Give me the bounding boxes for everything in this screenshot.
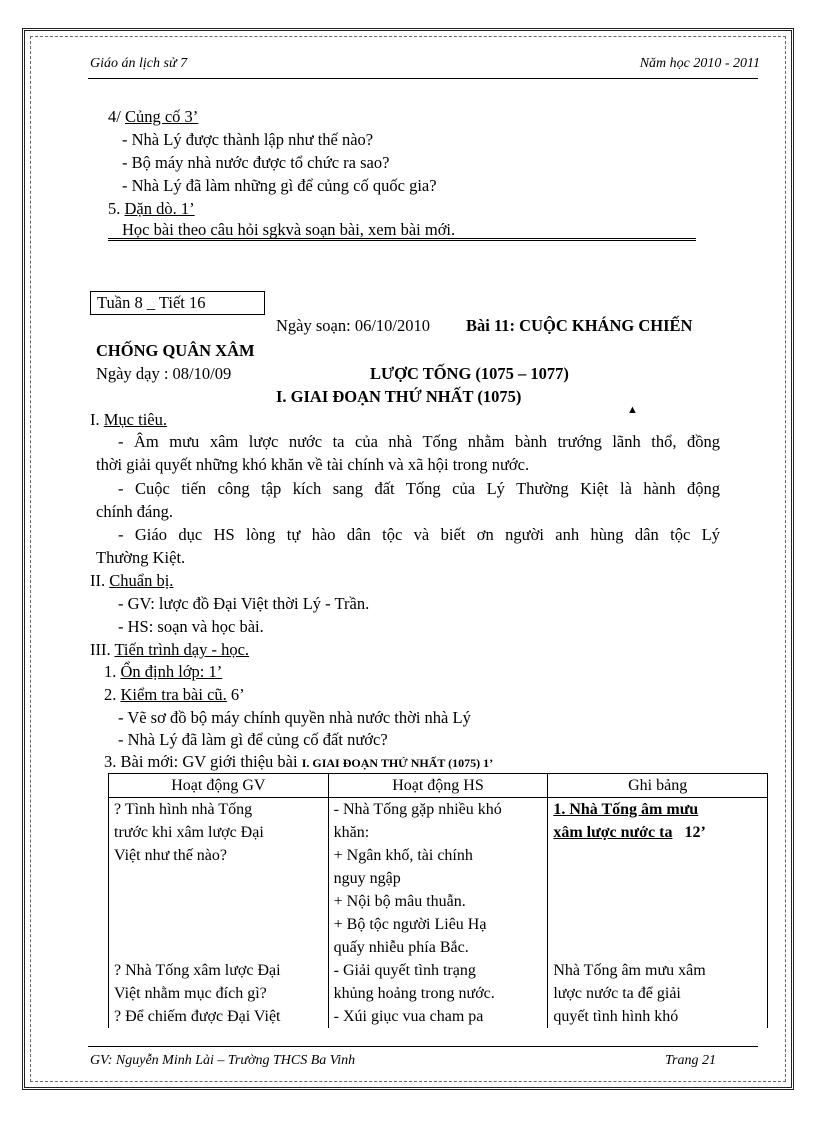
lesson-title-1: Bài 11: CUỘC KHÁNG CHIẾN [466, 316, 693, 335]
week-box: Tuần 8 _ Tiết 16 [90, 291, 265, 315]
footer-divider [88, 1046, 758, 1047]
gv-line: ? Nhà Tống xâm lược Đại [114, 962, 281, 979]
gv-line: Việt nhằm mục đích gì? [114, 985, 267, 1002]
ghi-bang-title-2: xâm lược nước ta [553, 824, 673, 841]
hs-line: nguy ngập [333, 870, 401, 887]
objective-3b: Thường Kiệt. [96, 548, 186, 567]
cungco-item-3: - Nhà Lý đã làm những gì để củng cố quốc gia? [122, 176, 437, 195]
objectives-heading: I. Mục tiêu. [90, 410, 167, 429]
teach-date: Ngày dạy : 08/10/09 [96, 364, 232, 383]
footer-left: GV: Nguyễn Minh Lài – Trường THCS Ba Vinh [90, 1053, 356, 1068]
hs-line: - Nhà Tống gặp nhiều khó [333, 801, 502, 818]
header-hs: Hoạt động HS [328, 774, 548, 798]
hs-line: + Bộ tộc người Liêu Hạ [333, 916, 487, 933]
header-divider [88, 78, 758, 79]
hs-line: khủng hoảng trong nước. [333, 985, 495, 1002]
ghi-bang-line: Nhà Tống âm mưu xâm [553, 962, 706, 979]
cungco-item-2: - Bộ máy nhà nước được tổ chức ra sao? [122, 153, 390, 172]
process-heading: III. Tiến trình dạy - học. [90, 640, 250, 659]
gv-line: ? Tình hình nhà Tống [114, 801, 253, 818]
preparation-heading: II. Chuẩn bị. [90, 571, 174, 590]
hs-line: + Ngân khố, tài chính [333, 847, 473, 864]
gv-cell [109, 798, 329, 1029]
gv-line: trước khi xâm lược Đại [114, 824, 264, 841]
step-3: 3. Bài mới: GV giới thiệu bài I. GIAI ĐOẠN THỨ NHẤT (1075) 1’ [104, 752, 494, 771]
hs-line: - Xúi giục vua cham pa [333, 1008, 484, 1025]
ghi-bang-title-row [553, 821, 762, 844]
lesson-title-3: LƯỢC TỐNG (1075 – 1077) [370, 364, 569, 383]
ghi-bang-line: quyết tình hình khó [553, 1008, 679, 1025]
objective-2a: - Cuộc tiến công tập kích sang đất Tống của Lý Thường Kiệt là hành động [118, 479, 720, 498]
hs-line: quấy nhiễu phía Bắc. [333, 939, 469, 956]
objective-1a: - Âm mưu xâm lược nước ta của nhà Tống nhằm bành trướng lãnh thổ, đồng [118, 432, 720, 451]
step-2-question-2: - Nhà Lý đã làm gì để củng cố đất nước? [118, 730, 388, 749]
triangle-marker-icon: ▲ [627, 404, 638, 416]
prep-date: Ngày soạn: 06/10/2010 [276, 316, 430, 335]
hs-line: khăn: [333, 824, 370, 841]
objective-3a: - Giáo dục HS lòng tự hào dân tộc và biết ơn người anh hùng dân tộc Lý [118, 525, 720, 544]
gv-line: ? Để chiếm được Đại Việt [114, 1008, 281, 1025]
step-2: 2. Kiểm tra bài cũ. 6’ [104, 685, 245, 704]
gv-line: Việt như thế nào? [114, 847, 228, 864]
prep-teacher: - GV: lược đồ Đại Việt thời Lý - Trần. [118, 594, 370, 613]
lesson-subtitle: I. GIAI ĐOẠN THỨ NHẤT (1075) [276, 387, 522, 406]
cungco-heading: 4/ Củng cố 3’ [108, 107, 199, 126]
lesson-title-2: CHỐNG QUÂN XÂM [96, 341, 255, 360]
section-divider [108, 238, 696, 241]
hs-line: - Giải quyết tình trạng [333, 962, 476, 979]
step-1: 1. Ổn định lớp: 1’ [104, 662, 223, 681]
objective-1b: thời giải quyết những khó khăn về tài chính và xã hội trong nước. [96, 455, 530, 474]
hs-line: + Nội bộ mâu thuẫn. [333, 893, 466, 910]
hs-cell [328, 798, 548, 1029]
header-gv: Hoạt động GV [109, 774, 329, 798]
activity-table-wrapper [100, 770, 780, 1028]
ghi-bang-title-1: 1. Nhà Tống âm mưu [553, 801, 699, 818]
header-right: Năm học 2010 - 2011 [639, 56, 760, 71]
objective-2b: chính đáng. [96, 502, 173, 521]
ghi-bang-line: lược nước ta để giải [553, 985, 681, 1002]
header-left: Giáo án lịch sử 7 [90, 56, 188, 71]
activity-table [108, 773, 768, 1028]
page-number: Trang 21 [665, 1053, 716, 1068]
step-2-question-1: - Vẽ sơ đồ bộ máy chính quyền nhà nước thời nhà Lý [118, 708, 471, 727]
prep-student: - HS: soạn và học bài. [118, 617, 264, 636]
dando-heading: 5. Dặn dò. 1’ [108, 199, 195, 218]
header-ghi-bang: Ghi bảng [548, 774, 768, 798]
ghi-bang-cell [548, 798, 768, 1029]
table-header-row [109, 774, 768, 798]
dando-text: Học bài theo câu hỏi sgkvà soạn bài, xem bài mới. [122, 220, 456, 239]
ghi-bang-time: 12’ [684, 824, 706, 841]
cungco-item-1: - Nhà Lý được thành lập như thế nào? [122, 130, 374, 149]
table-row [109, 798, 768, 1029]
